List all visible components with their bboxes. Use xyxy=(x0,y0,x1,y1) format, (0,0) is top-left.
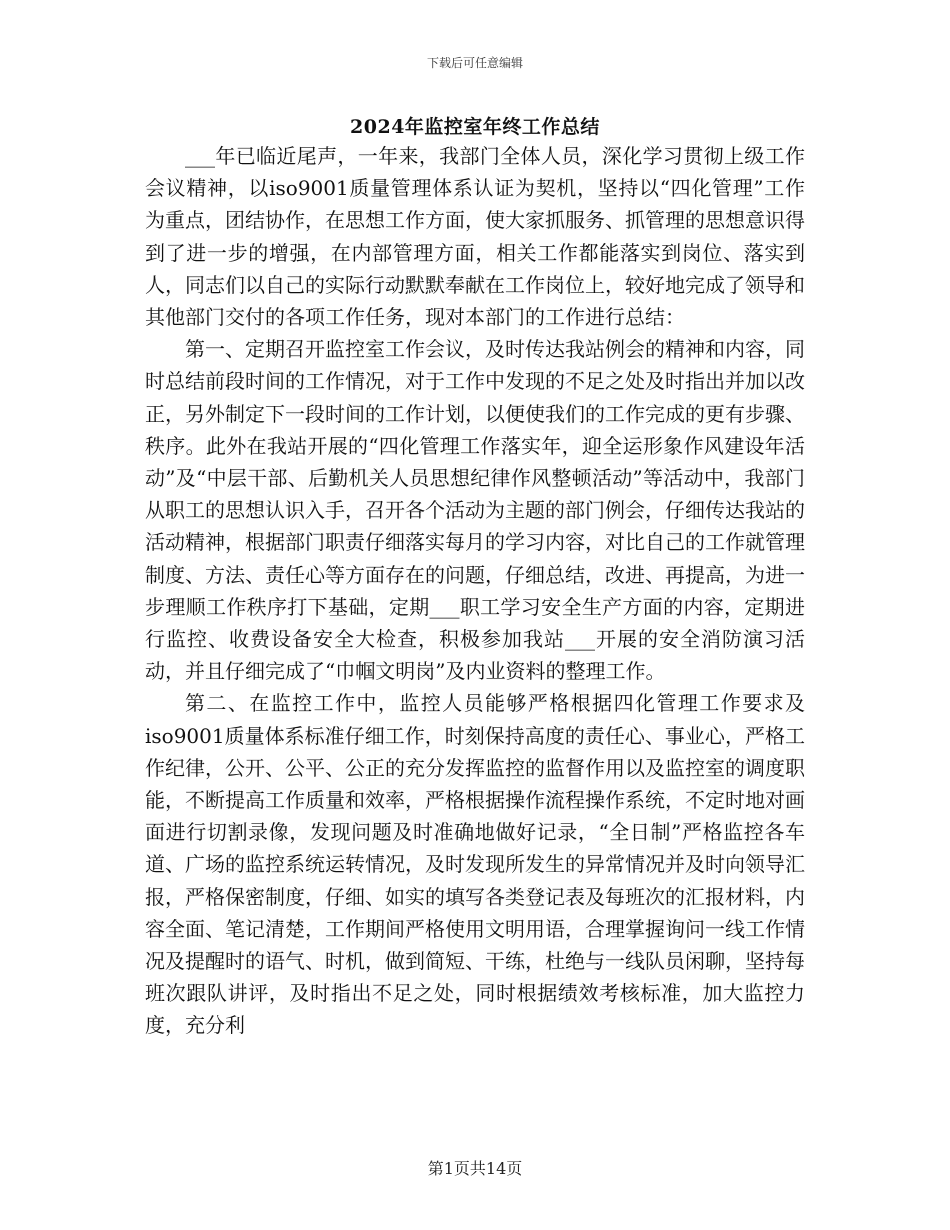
paragraph: 第二、在监控工作中，监控人员能够严格根据四化管理工作要求及iso9001质量体系标准仔细工作，时刻保持高度的责任心、事业心，严格工作纪律，公开、公平、公正的充分发挥监控的监督作用以及监控室的调度职能，不断提高工作质量和效率，严格根据操作流程操作系统，不定时地对画面进行切割录像，发现问题及时准确地做好记录，“全日制”严格监控各车道、广场的监控系统运转情况，及时发现所发生的异常情况并及时向领导汇报，严格保密制度，仔细、如实的填写各类登记表及每班次的汇报材料，内容全面、笔记清楚，工作期间严格使用文明用语，合理掌握询问一线工作情况及提醒时的语气、时机，做到简短、干练，杜绝与一线队员闲聊，坚持每班次跟队讲评，及时指出不足之处，同时根据绩效考核标准，加大监控力度，充分利 xyxy=(145,691,805,1038)
paragraph: 第一、定期召开监控室工作会议，及时传达我站例会的精神和内容，同时总结前段时间的工作情况，对于工作中发现的不足之处及时指出并加以改正，另外制定下一段时间的工作计划，以便使我们的工作完成的更有步骤、秩序。此外在我站开展的“四化管理工作落实年，迎全运形象作风建设年活动”及“中层干部、后勤机关人员思想纪律作风整顿活动”等活动中，我部门从职工的思想认识入手，召开各个活动为主题的部门例会，仔细传达我站的活动精神，根据部门职责仔细落实每月的学习内容，对比自己的工作就管理制度、方法、责任心等方面存在的问题，仔细总结，改进、再提高，为进一步理顺工作秩序打下基础，定期___职工学习安全生产方面的内容，定期进行监控、收费设备安全大检查，积极参加我站___开展的安全消防演习活动，并且仔细完成了“巾帼文明岗”及内业资料的整理工作。 xyxy=(145,337,805,684)
document-body xyxy=(145,140,805,1042)
header-note: 下载后可任意编辑 xyxy=(426,56,523,70)
page-number: 第1页共14页 xyxy=(427,1159,523,1178)
document-title: 2024年监控室年终工作总结 xyxy=(350,116,600,138)
paragraph: ___年已临近尾声，一年来，我部门全体人员，深化学习贯彻上级工作会议精神，以iso9001质量管理体系认证为契机，坚持以“四化管理”工作为重点，团结协作，在思想工作方面，使大家抓服务、抓管理的思想意识得到了进一步的增强，在内部管理方面，相关工作都能落实到岗位、落实到人，同志们以自己的实际行动默默奉献在工作岗位上，较好地完成了领导和其他部门交付的各项工作任务，现对本部门的工作进行总结： xyxy=(145,144,805,330)
